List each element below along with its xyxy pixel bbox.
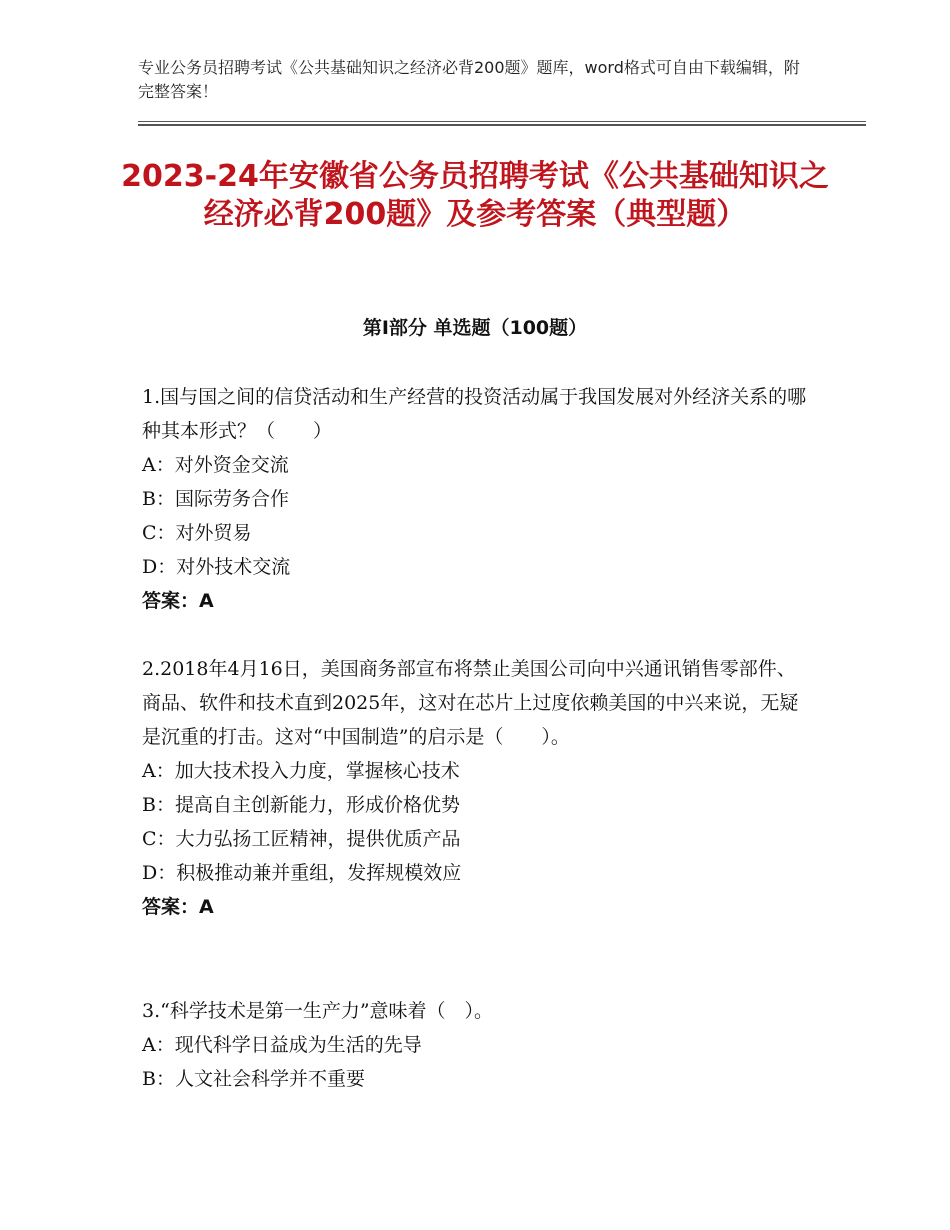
document-title: 2023-24年安徽省公务员招聘考试《公共基础知识之经济必背200题》及参考答案（典型题）: [121, 159, 829, 232]
option-a: A：现代科学日益成为生活的先导: [142, 1034, 422, 1056]
question-3: [142, 994, 812, 1096]
question-text: 3.“科学技术是第一生产力”意味着（ ）。: [142, 1000, 494, 1022]
option-a: A：对外资金交流: [142, 454, 289, 476]
option-b: B：提高自主创新能力，形成价格优势: [142, 794, 460, 816]
option-b: B：国际劳务合作: [142, 488, 289, 510]
header-divider: [138, 121, 866, 126]
answer-label: 答案：A: [142, 590, 214, 612]
option-d: D：对外技术交流: [142, 556, 291, 578]
question-2: [142, 652, 812, 924]
option-d: D：积极推动兼并重组，发挥规模效应: [142, 862, 462, 884]
section-title: 第Ⅰ部分 单选题（100题）: [362, 317, 588, 339]
question-text: 2.2018年4月16日，美国商务部宣布将禁止美国公司向中兴通讯销售零部件、商品、软件和技术直到2025年，这对在芯片上过度依赖美国的中兴来说，无疑是沉重的打击。这对“中国制造”的启示是（ ）。: [142, 658, 799, 748]
answer-label: 答案：A: [142, 896, 214, 918]
option-c: C：大力弘扬工匠精神，提供优质产品: [142, 828, 461, 850]
option-c: C：对外贸易: [142, 522, 252, 544]
question-1: [142, 380, 812, 618]
question-text: 1.国与国之间的信贷活动和生产经营的投资活动属于我国发展对外经济关系的哪种其本形式？（ ）: [142, 386, 807, 442]
option-b: B：人文社会科学并不重要: [142, 1068, 365, 1090]
header-note: 专业公务员招聘考试《公共基础知识之经济必背200题》题库，word格式可自由下载编辑，附完整答案！: [138, 58, 800, 101]
option-a: A：加大技术投入力度，掌握核心技术: [142, 760, 460, 782]
